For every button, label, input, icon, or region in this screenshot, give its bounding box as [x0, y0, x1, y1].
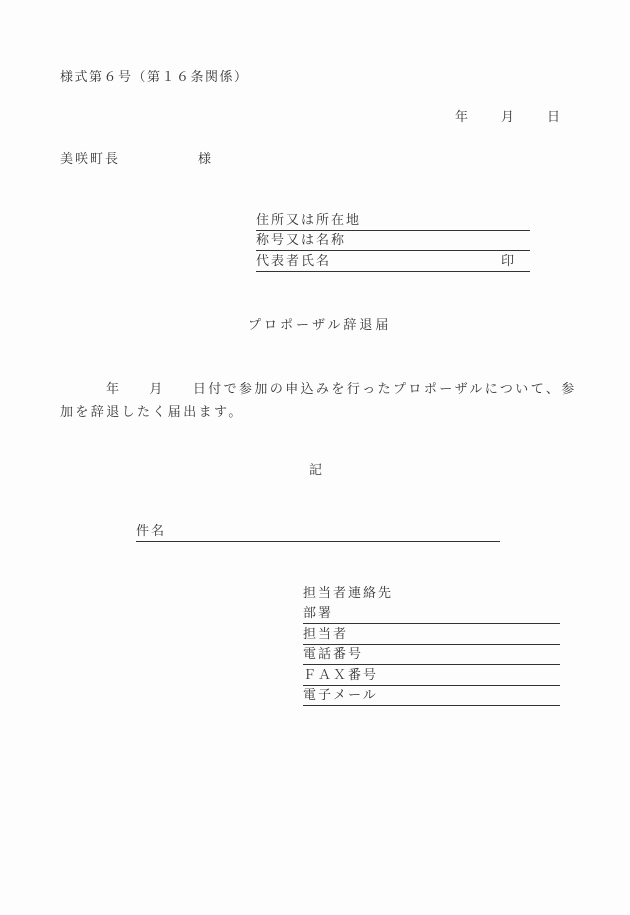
department-label: 部署: [303, 606, 334, 621]
addressee-name: 美咲町長: [60, 152, 121, 167]
person-in-charge-label: 担当者: [303, 627, 349, 642]
form-number: 様式第６号（第１６条関係）: [60, 70, 249, 85]
addressee: [60, 152, 213, 168]
contact-heading: 担当者連絡先: [303, 586, 394, 601]
address-field[interactable]: [256, 212, 530, 231]
subject-label: 件名: [136, 524, 167, 539]
body-year-label: 年: [106, 382, 122, 397]
phone-label: 電話番号: [303, 647, 364, 662]
date-year-label: 年: [455, 110, 471, 125]
subject-field[interactable]: [136, 523, 500, 542]
department-field[interactable]: [303, 605, 560, 624]
body-line1: 日付で参加の申込みを行ったプロポーザルについて、参: [192, 382, 577, 397]
company-name-label: 称号又は名称: [256, 233, 347, 248]
fax-field[interactable]: [303, 667, 560, 686]
representative-name-field[interactable]: [256, 253, 530, 272]
body-line2: 加を辞退したく届出ます。: [60, 405, 244, 420]
date-day-label: 日: [547, 110, 563, 125]
body-month-label: 月: [149, 382, 165, 397]
email-field[interactable]: [303, 687, 560, 706]
phone-field[interactable]: [303, 646, 560, 665]
ki-heading: 記: [309, 463, 325, 478]
person-in-charge-field[interactable]: [303, 626, 560, 645]
company-name-field[interactable]: [256, 232, 530, 251]
body-paragraph: [60, 378, 580, 424]
seal-mark: 印: [500, 254, 516, 269]
representative-name-label: 代表者氏名: [256, 254, 332, 269]
document-title: プロポーザル辞退届: [248, 318, 392, 333]
date-line: [455, 110, 562, 126]
date-month-label: 月: [501, 110, 517, 125]
email-label: 電子メール: [303, 688, 378, 703]
address-label: 住所又は所在地: [256, 213, 362, 228]
addressee-honorific: 様: [198, 152, 214, 167]
fax-label: ＦＡＸ番号: [303, 668, 379, 683]
